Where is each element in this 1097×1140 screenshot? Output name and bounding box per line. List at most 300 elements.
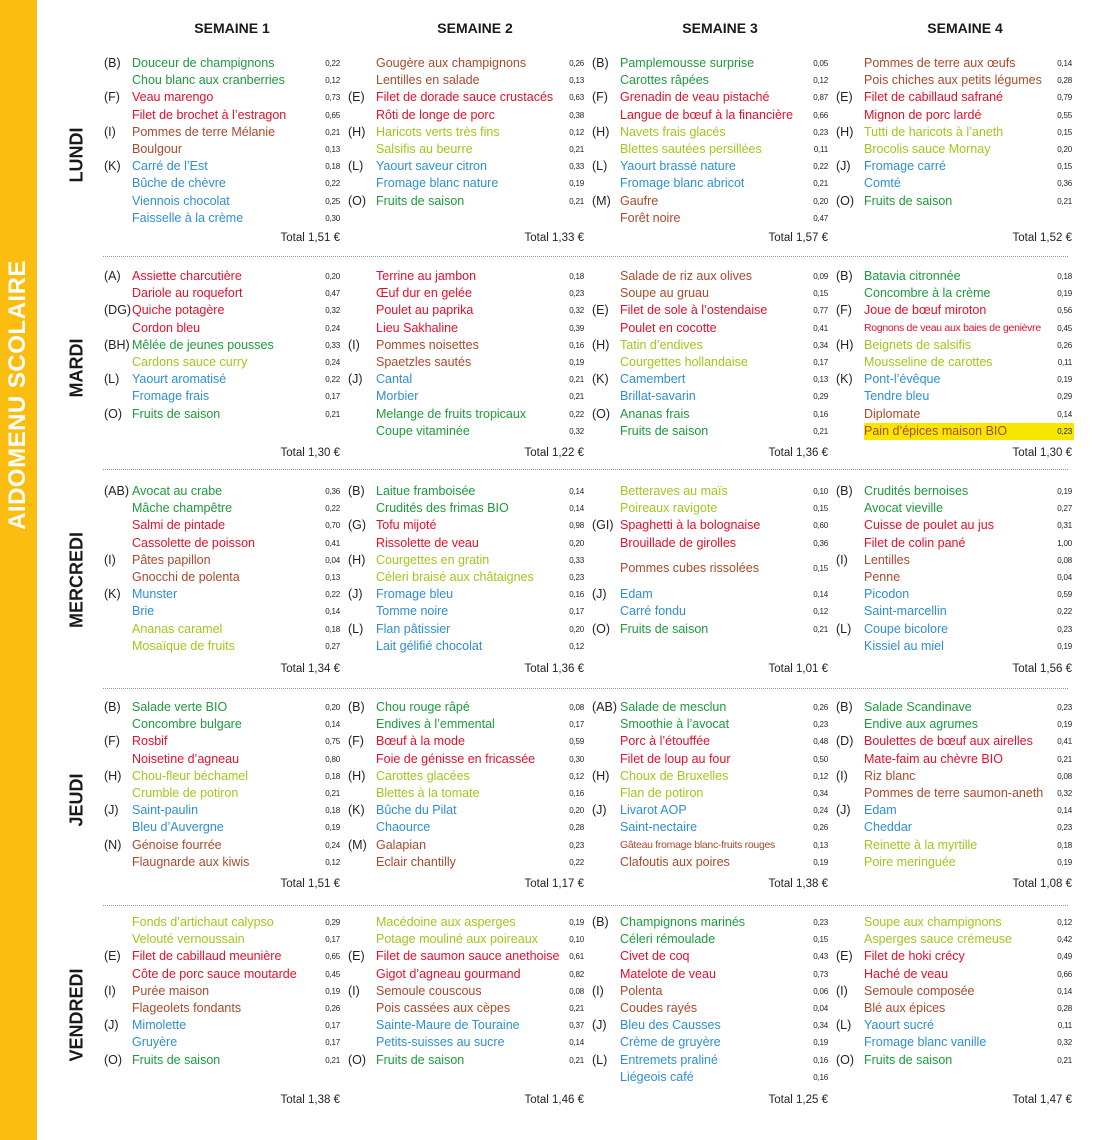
- dish-name: Concombre à la crème: [864, 286, 991, 301]
- menu-item: [592, 371, 828, 388]
- dish-name: Flan de potiron: [620, 786, 704, 800]
- dish-name: Soupe au gruau: [620, 286, 709, 301]
- dish-name: Clafoutis aux poires: [620, 854, 730, 869]
- dish-name: Cuisse de poulet au jus: [864, 518, 994, 533]
- menu-cell-lundi-week-3: [592, 55, 828, 248]
- menu-item: [348, 141, 584, 158]
- allergen-code: (J): [836, 159, 851, 174]
- menu-item: [836, 285, 1072, 302]
- menu-item: [348, 354, 584, 371]
- menu-item: [348, 751, 584, 768]
- menu-item: [348, 699, 584, 716]
- allergen-code: (M): [348, 837, 367, 852]
- dish-price: 0,19: [1057, 641, 1072, 651]
- menu-cell-jeudi-week-4: [836, 699, 1072, 894]
- dish-price: 0,27: [1057, 504, 1072, 514]
- menu-item: [836, 621, 1072, 638]
- dish-price: 0,34: [813, 1021, 828, 1031]
- menu-item: [104, 517, 340, 534]
- dish-price: 0,45: [325, 969, 340, 979]
- dish-price: 0,45: [1057, 323, 1072, 333]
- menu-item: [104, 621, 340, 638]
- dish-price: 0,32: [1057, 1038, 1072, 1048]
- dish-price: 0,17: [325, 1038, 340, 1048]
- dish-price: 0,15: [1057, 127, 1072, 137]
- menu-item: [836, 819, 1072, 836]
- menu-item: [836, 1000, 1072, 1017]
- menu-item: [836, 371, 1072, 388]
- dish-name: Comté: [864, 176, 901, 191]
- dish-name: Melange de fruits tropicaux: [376, 406, 527, 421]
- menu-item: [592, 914, 828, 931]
- dish-name: Picodon: [864, 587, 910, 602]
- menu-item: [592, 733, 828, 750]
- menu-item: [348, 837, 584, 854]
- menu-item: [348, 517, 584, 534]
- dish-name: Choux de Bruxelles: [620, 768, 729, 783]
- allergen-code: (H): [592, 124, 610, 139]
- menu-item: [348, 1000, 584, 1017]
- menu-item: [104, 55, 340, 72]
- menu-item: [348, 914, 584, 931]
- dish-price: 0,19: [813, 1038, 828, 1048]
- menu-item: [348, 89, 584, 106]
- menu-item: [104, 819, 340, 836]
- menu-item: [104, 603, 340, 620]
- dish-name: Saint-nectaire: [620, 820, 698, 835]
- dish-name: Civet de coq: [620, 949, 690, 964]
- week-total: Total 1,01 €: [768, 663, 828, 675]
- dish-price: 0,36: [325, 487, 340, 496]
- dish-name: Betteraves au maïs: [620, 484, 728, 498]
- dish-price: 0,26: [813, 703, 828, 712]
- menu-item: [592, 948, 828, 965]
- dish-price: 0,20: [569, 624, 584, 634]
- menu-item: [836, 638, 1072, 655]
- menu-cell-jeudi-week-1: [104, 699, 340, 894]
- dish-price: 0,28: [1057, 1004, 1072, 1013]
- dish-name: Crumble de potiron: [132, 786, 239, 800]
- dish-price: 0,20: [813, 196, 828, 206]
- menu-item: [592, 1017, 828, 1034]
- menu-item: [104, 1052, 340, 1069]
- sidebar-title: AIDOMENU SCOLAIRE: [4, 260, 31, 530]
- dish-name: Champignons marinés: [620, 915, 746, 929]
- week-total: Total 1,46 €: [524, 1094, 584, 1106]
- dish-name: Chou rouge râpé: [376, 700, 470, 714]
- dish-price: 0,34: [813, 340, 828, 350]
- menu-cell-mardi-week-2: [348, 268, 584, 463]
- allergen-code: (G): [348, 518, 367, 533]
- dish-name: Riz blanc: [864, 768, 916, 783]
- dish-price: 0,59: [569, 737, 584, 747]
- dish-price: 0,21: [1057, 1055, 1072, 1065]
- dish-name: Flan pâtissier: [376, 621, 451, 636]
- dish-name: Foie de génisse en fricassée: [376, 751, 536, 766]
- menu-item: [348, 158, 584, 175]
- menu-item: [836, 552, 1072, 569]
- dish-price: 0,66: [1057, 969, 1072, 979]
- dish-price: 0,82: [569, 969, 584, 979]
- menu-item: [348, 72, 584, 89]
- menu-item: [348, 733, 584, 750]
- dish-name: Cardons sauce curry: [132, 355, 248, 369]
- dish-name: Salsifis au beurre: [376, 142, 473, 156]
- menu-item: [836, 354, 1072, 371]
- menu-item: [104, 638, 340, 655]
- menu-item: [104, 837, 340, 854]
- day-separator: [103, 469, 1068, 470]
- dish-price: 0,08: [569, 986, 584, 996]
- menu-item: [104, 354, 340, 371]
- menu-item: [348, 569, 584, 586]
- dish-name: Batavia citronnée: [864, 269, 961, 283]
- allergen-code: (E): [836, 949, 853, 964]
- dish-price: 0,16: [569, 789, 584, 798]
- menu-item: [348, 552, 584, 569]
- dish-name: Fromage bleu: [376, 587, 454, 602]
- dish-name: Coudes rayés: [620, 1001, 698, 1015]
- allergen-code: (I): [104, 983, 116, 998]
- menu-item: [348, 423, 584, 440]
- dish-price: 0,04: [325, 555, 340, 565]
- menu-item: [592, 388, 828, 405]
- dish-name: Forêt noire: [620, 210, 681, 225]
- week-total: Total 1,51 €: [280, 232, 340, 244]
- day-label-lundi: LUNDI: [66, 127, 87, 183]
- menu-item: [592, 535, 828, 552]
- dish-name: Pamplemousse surprise: [620, 56, 755, 70]
- allergen-code: (E): [104, 949, 121, 964]
- dish-price: 0,60: [813, 521, 828, 531]
- dish-name: Dariole au roquefort: [132, 286, 243, 301]
- dish-name: Tofu mijoté: [376, 518, 437, 533]
- allergen-code: (I): [348, 983, 360, 998]
- dish-name: Macédoine aux asperges: [376, 915, 516, 929]
- dish-price: 0,30: [325, 213, 340, 223]
- allergen-code: (O): [836, 1052, 855, 1067]
- dish-price: 0,31: [1057, 521, 1072, 531]
- menu-item: [836, 483, 1072, 500]
- dish-name: Filet de colin pané: [864, 535, 966, 550]
- day-separator: [103, 256, 1068, 257]
- allergen-code: (K): [104, 159, 121, 174]
- menu-item: [836, 837, 1072, 854]
- dish-price: 0,33: [325, 340, 340, 350]
- allergen-code: (L): [104, 372, 120, 387]
- dish-price: 0,56: [1057, 306, 1072, 316]
- day-label-jeudi: JEUDI: [66, 773, 87, 827]
- dish-price: 0,63: [569, 93, 584, 103]
- menu-item: [348, 388, 584, 405]
- dish-price: 0,21: [1057, 754, 1072, 764]
- dish-name: Boulettes de bœuf aux airelles: [864, 734, 1033, 749]
- dish-price: 0,24: [813, 806, 828, 816]
- dish-price: 0,16: [569, 340, 584, 350]
- allergen-code: (I): [836, 768, 848, 783]
- dish-price: 0,10: [813, 487, 828, 496]
- dish-price: 0,47: [813, 213, 828, 223]
- menu-item: [104, 586, 340, 603]
- dish-price: 0,14: [1057, 59, 1072, 68]
- dish-name: Pommes de terre Mélanie: [132, 124, 276, 139]
- menu-item: [104, 854, 340, 871]
- dish-price: 0,04: [1057, 573, 1072, 582]
- menu-item: [104, 107, 340, 124]
- menu-item: [592, 785, 828, 802]
- menu-cell-mercredi-week-4: [836, 483, 1072, 679]
- dish-name: Filet de sole à l’ostendaise: [620, 303, 768, 318]
- dish-name: Crème de gruyère: [620, 1035, 721, 1050]
- menu-item: [836, 966, 1072, 983]
- allergen-code: (B): [592, 915, 609, 929]
- menu-item: [104, 716, 340, 733]
- dish-price: 0,23: [569, 289, 584, 299]
- allergen-code: (K): [592, 372, 609, 387]
- menu-item: [592, 285, 828, 302]
- dish-name: Boulgour: [132, 142, 183, 156]
- dish-name: Mate-faim au chèvre BIO: [864, 751, 1003, 766]
- dish-name: Munster: [132, 587, 178, 602]
- menu-item: [592, 1000, 828, 1017]
- dish-price: 0,06: [813, 986, 828, 996]
- allergen-code: (H): [592, 337, 610, 352]
- dish-price: 0,22: [1057, 607, 1072, 617]
- menu-item: [592, 983, 828, 1000]
- dish-price: 0,19: [1057, 289, 1072, 299]
- dish-name: Gâteau fromage blanc-fruits rouges: [620, 838, 775, 851]
- dish-name: Mosaïque de fruits: [132, 638, 235, 653]
- allergen-code: (F): [592, 90, 608, 105]
- week-total: Total 1,36 €: [768, 447, 828, 459]
- menu-item: [104, 158, 340, 175]
- dish-name: Salmi de pintade: [132, 518, 226, 533]
- menu-item: [836, 699, 1072, 716]
- dish-name: Crudités des frimas BIO: [376, 501, 509, 516]
- menu-item: [104, 966, 340, 983]
- menu-item: [592, 337, 828, 354]
- menu-cell-vendredi-week-1: [104, 914, 340, 1110]
- week-total: Total 1,30 €: [280, 447, 340, 459]
- dish-name: Porc à l’étouffée: [620, 734, 711, 749]
- week-total: Total 1,34 €: [280, 663, 340, 675]
- dish-price: 0,09: [813, 272, 828, 281]
- dish-name: Pont-l’évêque: [864, 372, 941, 387]
- dish-price: 0,12: [569, 127, 584, 137]
- dish-price: 0,27: [325, 641, 340, 651]
- dish-name: Lieu Sakhaline: [376, 320, 459, 335]
- dish-price: 0,36: [813, 538, 828, 548]
- dish-name: Veau marengo: [132, 90, 214, 105]
- dish-name: Edam: [620, 587, 653, 602]
- allergen-code: (N): [104, 837, 122, 852]
- dish-name: Fonds d’artichaut calypso: [132, 915, 274, 929]
- dish-price: 0,50: [813, 754, 828, 764]
- week-total: Total 1,25 €: [768, 1094, 828, 1106]
- dish-name: Blé aux épices: [864, 1001, 946, 1015]
- dish-name: Flageolets fondants: [132, 1001, 242, 1015]
- dish-price: 0,37: [569, 1021, 584, 1031]
- dish-name: Salade de mesclun: [620, 700, 727, 714]
- dish-name: Poire meringuée: [864, 854, 956, 869]
- allergen-code: (F): [104, 734, 120, 749]
- week-total: Total 1,33 €: [524, 232, 584, 244]
- menu-cell-lundi-week-1: [104, 55, 340, 248]
- dish-name: Côte de porc sauce moutarde: [132, 966, 297, 981]
- dish-price: 0,18: [325, 771, 340, 781]
- dish-name: Gnocchi de polenta: [132, 570, 240, 584]
- dish-price: 0,15: [813, 935, 828, 945]
- week-total: Total 1,30 €: [1012, 447, 1072, 459]
- dish-name: Potage mouliné aux poireaux: [376, 932, 538, 947]
- dish-name: Mignon de porc lardé: [864, 107, 982, 122]
- dish-price: 0,73: [813, 969, 828, 979]
- dish-name: Chou-fleur béchamel: [132, 768, 249, 783]
- menu-item: [592, 500, 828, 517]
- dish-price: 0,11: [1057, 1021, 1072, 1031]
- menu-item: [592, 716, 828, 733]
- week-header-2: SEMAINE 2: [437, 20, 513, 36]
- dish-price: 0,73: [325, 93, 340, 103]
- allergen-code: (B): [836, 484, 853, 498]
- allergen-code: (E): [348, 949, 365, 964]
- menu-item: [836, 337, 1072, 354]
- dish-name: Fromage blanc nature: [376, 176, 499, 191]
- menu-cell-mercredi-week-2: [348, 483, 584, 679]
- menu-item: [348, 285, 584, 302]
- dish-name: Salade Scandinave: [864, 700, 972, 714]
- dish-name: Asperges sauce crémeuse: [864, 932, 1012, 947]
- allergen-code: (J): [592, 1018, 607, 1033]
- allergen-code: (F): [104, 90, 120, 105]
- week-total: Total 1,36 €: [524, 663, 584, 675]
- dish-name: Brocolis sauce Mornay: [864, 142, 991, 156]
- dish-price: 0,12: [1057, 918, 1072, 927]
- menu-item: [592, 107, 828, 124]
- dish-price: 0,75: [325, 737, 340, 747]
- dish-price: 0,21: [325, 409, 340, 419]
- allergen-code: (E): [836, 90, 853, 105]
- menu-item: [348, 320, 584, 337]
- dish-price: 0,13: [325, 573, 340, 582]
- menu-item: [592, 406, 828, 423]
- menu-item: [592, 699, 828, 716]
- week-total: Total 1,56 €: [1012, 663, 1072, 675]
- week-header-1: SEMAINE 1: [194, 20, 270, 36]
- dish-price: 0,19: [569, 179, 584, 189]
- dish-name: Faisselle à la crème: [132, 210, 244, 225]
- menu-item: [836, 802, 1072, 819]
- menu-item: [348, 193, 584, 210]
- dish-price: 0,24: [325, 323, 340, 333]
- menu-item: [104, 302, 340, 319]
- dish-name: Camembert: [620, 372, 686, 387]
- dish-name: Lentilles en salade: [376, 73, 480, 88]
- day-label-mercredi: MERCREDI: [66, 531, 87, 629]
- dish-price: 0,43: [813, 952, 828, 962]
- menu-cell-lundi-week-2: [348, 55, 584, 248]
- allergen-code: (O): [592, 621, 611, 636]
- allergen-code: (O): [104, 1052, 123, 1067]
- dish-name: Carottes glacées: [376, 768, 470, 783]
- menu-item: [836, 72, 1072, 89]
- menu-item: [836, 55, 1072, 72]
- menu-item: [348, 1034, 584, 1051]
- allergen-code: (B): [348, 700, 365, 714]
- dish-name: Fromage blanc abricot: [620, 176, 745, 191]
- dish-price: 0,22: [813, 162, 828, 172]
- dish-price: 0,12: [569, 771, 584, 781]
- dish-price: 0,18: [1057, 840, 1072, 850]
- dish-price: 0,13: [569, 76, 584, 86]
- dish-price: 0,21: [569, 1004, 584, 1013]
- menu-item: [348, 302, 584, 319]
- dish-price: 0,22: [569, 409, 584, 419]
- dish-price: 0,15: [1057, 162, 1072, 172]
- menu-item: [592, 55, 828, 72]
- dish-price: 0,16: [813, 1055, 828, 1065]
- menu-item: [592, 1052, 828, 1069]
- dish-name: Fruits de saison: [620, 621, 709, 636]
- dish-name: Yaourt aromatisé: [132, 372, 227, 387]
- week-total: Total 1,38 €: [768, 878, 828, 890]
- dish-name: Carré fondu: [620, 604, 687, 619]
- dish-price: 0,59: [1057, 590, 1072, 600]
- dish-price: 0,55: [1057, 110, 1072, 120]
- dish-price: 0,19: [569, 918, 584, 927]
- menu-item: [348, 337, 584, 354]
- dish-price: 0,14: [325, 720, 340, 730]
- week-total: Total 1,17 €: [524, 878, 584, 890]
- dish-name: Endive aux agrumes: [864, 717, 978, 732]
- dish-price: 0,22: [569, 857, 584, 867]
- dish-name: Grenadin de veau pistaché: [620, 90, 770, 105]
- dish-price: 0,12: [325, 857, 340, 867]
- allergen-code: (L): [348, 621, 364, 636]
- dish-name: Fruits de saison: [132, 1052, 221, 1067]
- dish-price: 0,65: [325, 952, 340, 962]
- dish-price: 0,24: [325, 358, 340, 367]
- dish-name: Diplomate: [864, 406, 921, 421]
- menu-item: [104, 1017, 340, 1034]
- menu-item: [104, 337, 340, 354]
- menu-item: [592, 768, 828, 785]
- dish-price: 0,48: [813, 737, 828, 747]
- dish-price: 0,23: [1057, 426, 1072, 436]
- dish-name: Saint-marcellin: [864, 604, 947, 619]
- dish-name: Pommes de terre aux œufs: [864, 56, 1016, 70]
- dish-price: 0,21: [569, 392, 584, 402]
- dish-price: 0,77: [813, 306, 828, 316]
- menu-item: [104, 285, 340, 302]
- menu-item: [348, 948, 584, 965]
- dish-name: Poulet au paprika: [376, 303, 474, 318]
- dish-price: 0,18: [325, 162, 340, 172]
- dish-price: 0,32: [569, 306, 584, 316]
- menu-item: [104, 1034, 340, 1051]
- menu-item: [104, 500, 340, 517]
- dish-price: 0,21: [1057, 196, 1072, 206]
- dish-price: 0,26: [325, 1004, 340, 1013]
- menu-item: [836, 388, 1072, 405]
- dish-price: 0,21: [813, 179, 828, 189]
- dish-price: 0,12: [813, 76, 828, 86]
- menu-item: [592, 837, 828, 854]
- dish-name: Langue de bœuf à la financière: [620, 107, 794, 122]
- allergen-code: (J): [592, 803, 607, 818]
- menu-item: [348, 638, 584, 655]
- dish-name: Kissiel au miel: [864, 638, 944, 653]
